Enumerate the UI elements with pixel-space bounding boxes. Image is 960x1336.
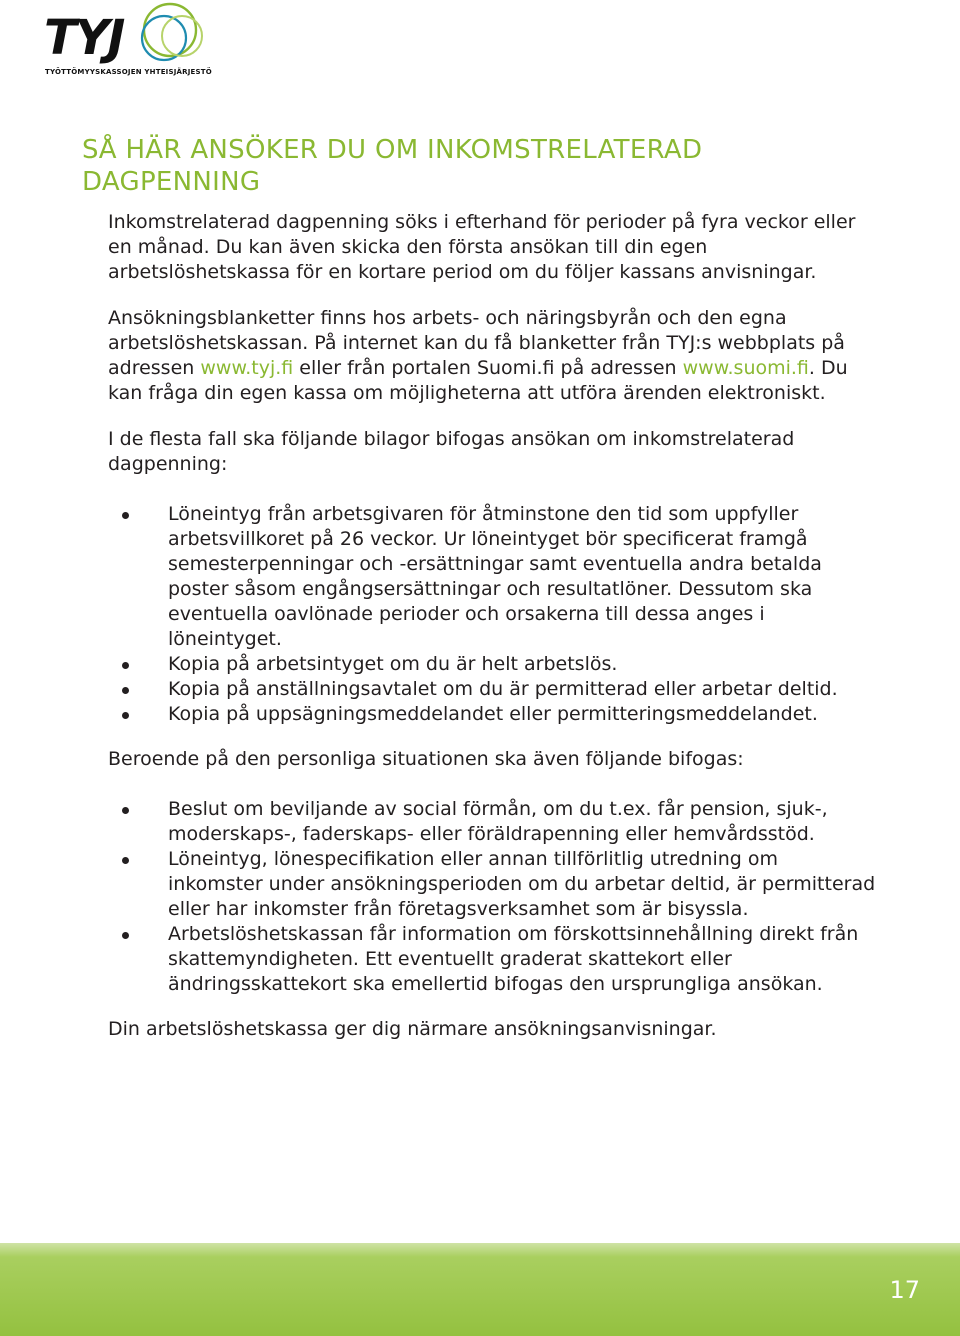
logo-subtitle: TYÖTTÖMYYSKASSOJEN YHTEISJÄRJESTÖ [45,68,212,76]
paragraph-intro: Inkomstrelaterad dagpenning söks i efterhand för perioder på fyra veckor eller en månad. Du kan även skicka den första ansökan till din egen arbetslöshetskassa för en kortare period om du följer kassans anvisningar. [108,211,856,283]
paragraph-forms [108,306,878,406]
list-item: Kopia på uppsägningsmeddelandet eller permitteringsmeddelandet. [108,702,878,727]
tyj-logo [40,0,220,84]
paragraph-situational-intro: Beroende på den personliga situationen ska även följande bifogas: [108,748,744,770]
attachments-list [108,502,878,727]
page-heading: SÅ HÄR ANSÖKER DU OM INKOMSTRELATERAD DAGPENNING [82,135,703,197]
main-content [108,210,878,1063]
page-number: 17 [889,1276,920,1304]
logo-rings-icon [132,0,252,72]
link-suomi[interactable]: www.suomi.fi [682,357,809,379]
situational-list [108,797,878,997]
list-item: Löneintyg, lönespecifikation eller annan tillförlitlig utredning om inkomster under ansökningsperioden om du arbetar deltid, är permitterad eller har inkomster från företagsverksamhet som är bisyssla. [108,847,878,922]
paragraph-closing: Din arbetslöshetskassa ger dig närmare ansökningsanvisningar. [108,1018,717,1040]
list-item: Arbetslöshetskassan får information om förskottsinnehållning direkt från skattemyndigheten. Ett eventuellt graderat skattekort eller ändringsskattekort ska emellertid bifogas den ursprungliga ansökan. [108,922,878,997]
forms-text-a: Ansökningsblanketter finns hos arbets- och näringsbyrån och den egna arbetslöshetskassan. På internet kan du få blanketter från TYJ:s webbplats på adressen [108,307,845,379]
forms-text-c: . Du kan fråga din egen kassa om möjligheterna att utföra ärenden elektroniskt. [108,357,848,404]
forms-text-b: eller från portalen Suomi.fi på adressen [293,357,683,379]
list-item: Beslut om beviljande av social förmån, om du t.ex. får pension, sjuk-, moderskaps-, faderskaps- eller föräldrapenning eller hemvårdsstöd. [108,797,878,847]
list-item: Kopia på anställningsavtalet om du är permitterad eller arbetar deltid. [108,677,878,702]
paragraph-attachments-intro: I de flesta fall ska följande bilagor bifogas ansökan om inkomstrelaterad dagpenning: [108,428,795,475]
list-item: Löneintyg från arbetsgivaren för åtminstone den tid som uppfyller arbetsvillkoret på 26 veckor. Ur löneintyget bör specificerat framgå semesterpenningar och -ersättningar samt eventuella andra betalda poster såsom engångsersättningar och resultatlöner. Dessutom ska eventuella oavlönade perioder och orsakerna till dessa anges i löneintyget. [108,502,878,652]
list-item: Kopia på arbetsintyget om du är helt arbetslös. [108,652,878,677]
link-tyj[interactable]: www.tyj.fi [200,357,294,379]
footer-band [0,1243,960,1336]
logo-wordmark: TYJ [44,10,124,66]
